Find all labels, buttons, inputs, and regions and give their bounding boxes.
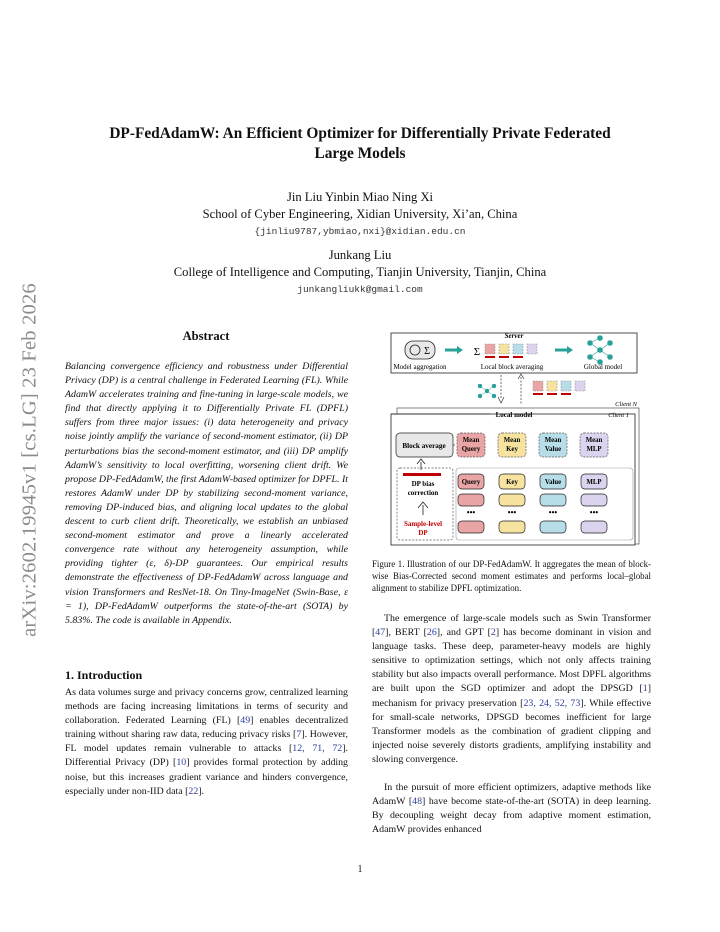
svg-text:Value: Value: [544, 446, 562, 453]
citation-link[interactable]: 49: [240, 715, 251, 727]
citation-link[interactable]: 48: [412, 796, 423, 808]
affiliation-1: School of Cyber Engineering, Xidian University, Xi’an, China: [202, 207, 518, 221]
email-1: {jinliu9787,ybmiao,nxi}@xidian.edu.cn: [254, 226, 466, 237]
client-network-icon: [478, 384, 496, 398]
right-paragraph-1: The emergence of large-scale models such as Swin Transformer [47], BERT [26], and GPT [2] has become dominant in vision and language tasks. These deep, parameter-heavy models are highly sensitive to optimization settings, which not only affects training stability but also impacts overall performance. Most DPFL algorithms are built upon the SGD optimizer and adopt the DPSGD [1] mechanism for privacy preservation [23, 24, 52, 73]. While effective for small-scale networks, DPSGD becomes inefficient for large Transformer models as the combination of gradient clipping and injected noise severely distorts gradients, amplifying instability and slowing convergence.: [372, 613, 652, 765]
mean-query-block: [457, 433, 485, 457]
arxiv-side-label: arXiv:2602.19945v1 [cs.LG] 23 Feb 2026: [18, 283, 41, 637]
abstract-text: Balancing convergence efficiency and robustness under Differential Privacy (DP) is a central challenge in Federated Learning (FL). While AdamW accelerates training and fine-tuning in large-scale models, we find that directly applying it to Differentially Private FL (DPFL) suffers from three major issues: (i) data heterogeneity and privacy noise jointly amplify the variance of second-moment estimator, (ii) DP perturbations bias the second-moment estimator, and (iii) DP amplify AdamW’s sensitivity to local overfitting, worsening client drift. We propose DP-FedAdamW, the first AdamW-based optimizer for DPFL. It restores AdamW under DP by stabilizing second-moment variance, removing DP-induced bias, and aligning local updates to the global descent to curb client drift. Theoretically, we establish an unbiased second-moment estimator and prove a linearly accelerated convergence rate without any heterogeneity assumption, while providing tighter (ε, δ)-DP guarantees. Our empirical results demonstrate the effectiveness of DP-FedAdamW across language and vision Transformers and ResNet-18. On Tiny-ImageNet (Swin-Base, ε = 1), DP-FedAdamW outperforms the state-of-the-art (SOTA) by 5.83%. The code is available in Appendix.: [65, 361, 348, 626]
abstract-heading: Abstract: [182, 329, 230, 343]
svg-text:•••: •••: [548, 508, 558, 517]
mlp-layer-column: [581, 474, 607, 533]
citation-link[interactable]: 47: [375, 627, 386, 639]
figure-1-caption: Figure 1. Illustration of our DP-FedAdamW. It aggregates the mean of block-wise Bias-Corrected second moment estimates and performs local–global alignment to stabilize DPFL optimization.: [372, 559, 651, 594]
svg-text:Value: Value: [544, 479, 562, 486]
svg-text:•••: •••: [507, 508, 517, 517]
local-model-label: Local model: [495, 411, 533, 419]
intro-paragraph: As data volumes surge and privacy concerns grow, centralized learning methods are facing increasing limitations in terms of security and collaboration. Federated Learning (FL) [49] enables decentralized training without sharing raw data, reducing privacy risks [7]. However, FL model updates remain vulnerable to attacks [12, 71, 72]. Differential Privacy (DP) [10] provides formal protection by adding noise, but this increases gradient variance and hinders convergence, especially under non-IID data [22].: [65, 687, 349, 797]
author-names-1: Jin Liu Yinbin Miao Ning Xi: [286, 190, 434, 204]
email-2: junkangliukk@gmail.com: [297, 284, 423, 295]
client-1-label: Client 1: [608, 412, 629, 419]
page-number: 1: [357, 864, 363, 875]
svg-text:Mean: Mean: [503, 437, 521, 444]
svg-text:•••: •••: [589, 508, 599, 517]
svg-text:DP bias: DP bias: [411, 480, 435, 488]
author-names-2: Junkang Liu: [328, 248, 392, 262]
server-label: Server: [504, 332, 524, 340]
citation-link[interactable]: 26: [426, 627, 437, 639]
aggregation-icon: [405, 341, 435, 359]
key-layer-column: [499, 474, 525, 533]
global-model-label: Global model: [583, 363, 623, 371]
svg-text:Mean: Mean: [585, 437, 603, 444]
arrow-head-icon: [457, 346, 463, 354]
citation-link[interactable]: 22: [188, 785, 199, 797]
svg-text:MLP: MLP: [586, 479, 602, 486]
client-n-label: Client N: [615, 401, 637, 408]
block-average-label: Block average: [402, 442, 446, 450]
citation-link[interactable]: 23, 24, 52, 73: [523, 697, 581, 709]
svg-text:DP: DP: [418, 529, 428, 537]
svg-text:Key: Key: [506, 446, 518, 453]
svg-text:Query: Query: [461, 446, 481, 453]
local-block-averaging-label: Local block averaging: [480, 363, 544, 371]
right-paragraph-2: In the pursuit of more efficient optimizers, adaptive methods like AdamW [48] have become state-of-the-art (SOTA) in deep learning. By decoupling weight decay from adaptive moment estimation, AdamW provides enhanced: [372, 782, 651, 836]
citation-link[interactable]: 2: [490, 627, 496, 639]
title-line-2: Large Models: [314, 145, 406, 162]
mean-mlp-block: [580, 433, 608, 457]
sum-icon: Σ: [473, 346, 481, 358]
mean-value-block: [539, 433, 567, 457]
mean-key-block: [498, 433, 526, 457]
svg-text:Query: Query: [461, 479, 481, 486]
global-model-network-icon: [588, 336, 613, 365]
figure-1-diagram: [385, 329, 641, 547]
value-layer-column: [540, 474, 566, 533]
citation-link[interactable]: 10: [176, 757, 187, 769]
svg-text:•••: •••: [466, 508, 476, 517]
query-layer-column: [458, 474, 484, 533]
model-aggregation-label: Model aggregation: [393, 363, 447, 371]
citation-link[interactable]: 12, 71, 72: [292, 743, 343, 755]
affiliation-2: College of Intelligence and Computing, Tianjin University, Tianjin, China: [173, 265, 547, 279]
svg-text:correction: correction: [407, 489, 439, 497]
citation-link[interactable]: 7: [296, 729, 302, 741]
svg-text:Mean: Mean: [544, 437, 562, 444]
paper-title: [72, 124, 648, 164]
citation-link[interactable]: 1: [642, 683, 648, 695]
title-line-1: DP-FedAdamW: An Efficient Optimizer for Differentially Private Federated: [109, 125, 611, 142]
svg-text:MLP: MLP: [586, 446, 602, 453]
svg-text:Mean: Mean: [462, 437, 480, 444]
svg-text:Σ: Σ: [424, 346, 430, 357]
svg-text:Key: Key: [506, 479, 518, 486]
introduction-heading: 1. Introduction: [65, 668, 143, 682]
sample-dp-label: Sample-level: [403, 520, 443, 528]
